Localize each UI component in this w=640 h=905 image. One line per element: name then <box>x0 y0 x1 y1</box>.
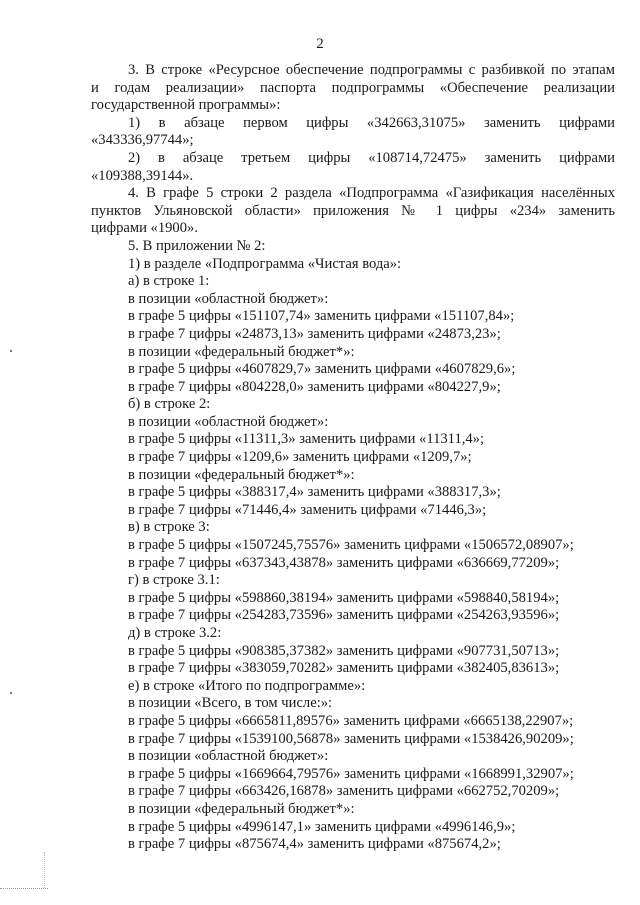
paragraph-line: в позиции «федеральный бюджет*»: <box>128 466 355 483</box>
paragraph-line: в графе 7 цифры «254283,73596» заменить цифрами «254263,93596»; <box>128 607 560 624</box>
paragraph-line: в графе 5 цифры «6665811,89576» заменить цифрами «6665138,22907»; <box>128 712 574 729</box>
paragraph-line: в графе 7 цифры «1209,6» заменить цифрами «1209,7»; <box>128 449 472 466</box>
paragraph-line: в графе 5 цифры «4996147,1» заменить цифрами «4996146,9»; <box>128 818 516 835</box>
paragraph-line: пунктов Ульяновской области» приложения № 1 цифры «234» заменить <box>91 202 615 219</box>
paragraph-line: «343336,97744»; <box>91 132 194 149</box>
paragraph-line: в позиции «федеральный бюджет*»: <box>128 800 355 817</box>
paragraph-line: в графе 5 цифры «4607829,7» заменить цифрами «4607829,6»; <box>128 361 516 378</box>
paragraph-line: б) в строке 2: <box>128 396 211 413</box>
paragraph-line: в графе 5 цифры «908385,37382» заменить цифрами «907731,50713»; <box>128 642 560 659</box>
paragraph-line: 3. В строке «Ресурсное обеспечение подпрограммы с разбивкой по этапам <box>128 62 615 78</box>
paragraph-line: и годам реализации» паспорта подпрограммы «Обеспечение реализации <box>91 79 615 96</box>
paragraph-line: в графе 7 цифры «1539100,56878» заменить цифрами «1538426,90209»; <box>128 730 574 747</box>
paragraph-line: в графе 7 цифры «637343,43878» заменить цифрами «636669,77209»; <box>128 554 560 571</box>
paragraph-line: 1) в разделе «Подпрограмма «Чистая вода»: <box>128 255 402 272</box>
paragraph-line: в) в строке 3: <box>128 519 210 536</box>
paragraph-line: в графе 7 цифры «24873,13» заменить цифрами «24873,23»; <box>128 325 501 342</box>
paragraph-line: 2) в абзаце третьем цифры «108714,72475» заменить цифрами <box>128 149 615 166</box>
paragraph-line: в графе 7 цифры «383059,70282» заменить цифрами «382405,83613»; <box>128 660 560 677</box>
paragraph-line: в графе 7 цифры «804228,0» заменить цифрами «804227,9»; <box>128 378 501 395</box>
paragraph-line: 1) в абзаце первом цифры «342663,31075» заменить цифрами <box>128 114 615 131</box>
scan-speck <box>10 692 12 694</box>
document-body <box>91 62 615 854</box>
paragraph-line: в графе 5 цифры «11311,3» заменить цифрами «11311,4»; <box>128 431 485 448</box>
scan-edge-rule <box>0 888 48 889</box>
paragraph-line: а) в строке 1: <box>128 273 210 290</box>
paragraph-line: в позиции «областной бюджет»: <box>128 413 329 430</box>
page-number: 2 <box>316 36 324 52</box>
paragraph-line: в графе 5 цифры «1507245,75576» заменить цифрами «1506572,08907»; <box>128 537 574 554</box>
paragraph-line: государственной программы»: <box>91 97 281 114</box>
paragraph-line: в графе 5 цифры «388317,4» заменить цифрами «388317,3»; <box>128 484 501 501</box>
scan-edge-rule <box>44 852 45 888</box>
paragraph-line: в графе 7 цифры «71446,4» заменить цифрами «71446,3»; <box>128 501 487 518</box>
paragraph-line: е) в строке «Итого по подпрограмме»: <box>128 677 366 694</box>
paragraph-line: в графе 5 цифры «1669664,79576» заменить цифрами «1668991,32907»; <box>128 765 574 782</box>
paragraph-line: д) в строке 3.2: <box>128 625 222 641</box>
paragraph-line: в позиции «федеральный бюджет*»: <box>128 343 355 360</box>
paragraph-line: «109388,39144». <box>91 167 194 184</box>
paragraph-line: в позиции «областной бюджет»: <box>128 748 329 765</box>
paragraph-line: цифрами «1900». <box>91 220 198 237</box>
paragraph-line: в графе 7 цифры «875674,4» заменить цифрами «875674,2»; <box>128 836 501 853</box>
paragraph-line: в графе 7 цифры «663426,16878» заменить цифрами «662752,70209»; <box>128 783 560 800</box>
scan-speck <box>10 350 12 352</box>
paragraph-line: 5. В приложении № 2: <box>128 237 266 254</box>
paragraph-line: в позиции «Всего, в том числе:»: <box>128 695 333 712</box>
paragraph-line: г) в строке 3.1: <box>128 572 220 589</box>
paragraph-line: в позиции «областной бюджет»: <box>128 290 329 307</box>
paragraph-line: 4. В графе 5 строки 2 раздела «Подпрограмма «Газификация населённых <box>128 185 615 202</box>
paragraph-line: в графе 5 цифры «151107,74» заменить цифрами «151107,84»; <box>128 308 515 325</box>
paragraph-line: в графе 5 цифры «598860,38194» заменить цифрами «598840,58194»; <box>128 589 560 606</box>
